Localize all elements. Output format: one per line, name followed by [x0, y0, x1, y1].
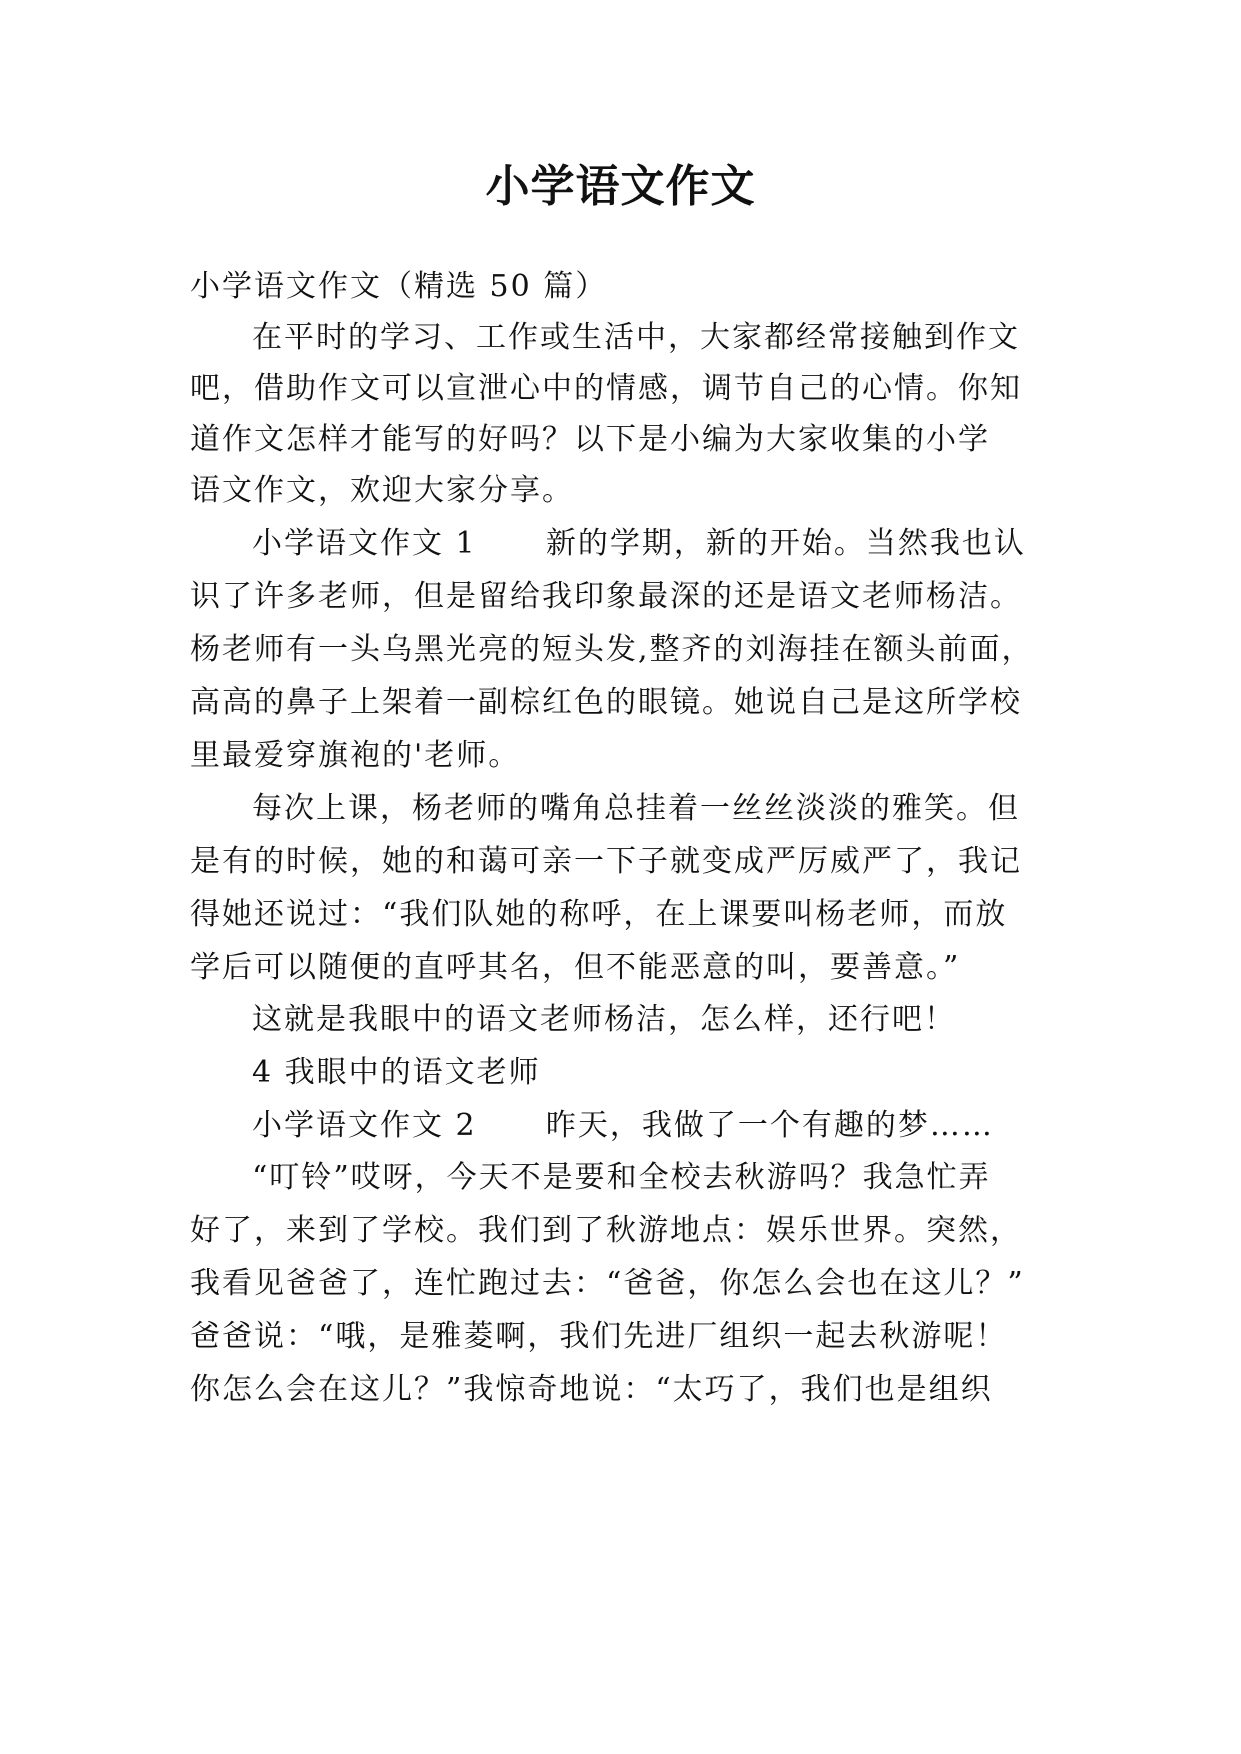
paragraph-line: 识了许多老师，但是留给我印象最深的还是语文老师杨洁。	[190, 579, 1022, 614]
paragraph-line: 这就是我眼中的语文老师杨洁，怎么样，还行吧！	[252, 1002, 956, 1037]
paragraph-line: 高高的鼻子上架着一副棕红色的眼镜。她说自己是这所学校	[190, 685, 1022, 720]
document-title: 小学语文作文	[485, 161, 756, 212]
paragraph-line: 道作文怎样才能写的好吗？以下是小编为大家收集的小学	[190, 422, 990, 457]
paragraph-line: 爸爸说：“哦，是雅菱啊，我们先进厂组织一起去秋游呢！	[190, 1319, 1008, 1354]
paragraph-line: 学后可以随便的直呼其名，但不能恶意的叫，要善意。”	[190, 950, 961, 985]
paragraph-line: 语文作文，欢迎大家分享。	[190, 473, 574, 508]
paragraph-line: 每次上课，杨老师的嘴角总挂着一丝丝淡淡的雅笑。但	[252, 791, 1020, 826]
paragraph-line: 小学语文作文 2 昨天，我做了一个有趣的梦……	[252, 1108, 994, 1143]
paragraph-line: 杨老师有一头乌黑光亮的短头发,整齐的刘海挂在额头前面，	[190, 632, 1034, 667]
paragraph-line: 你怎么会在这儿？”我惊奇地说：“太巧了，我们也是组织	[190, 1372, 993, 1407]
paragraph-line: 在平时的学习、工作或生活中，大家都经常接触到作文	[252, 320, 1020, 355]
paragraph-line: “叮铃”哎呀，今天不是要和全校去秋游吗？我急忙弄	[252, 1160, 991, 1195]
paragraph-line: 是有的时候，她的和蔼可亲一下子就变成严厉威严了，我记	[190, 844, 1022, 879]
paragraph-line: 吧，借助作文可以宣泄心中的情感，调节自己的心情。你知	[190, 371, 1022, 406]
paragraph-line: 里最爱穿旗袍的'老师。	[190, 738, 521, 773]
paragraph-line: 我看见爸爸了，连忙跑过去：“爸爸，你怎么会也在这儿？”	[190, 1266, 1025, 1301]
subtitle-line: 小学语文作文（精选 50 篇）	[190, 269, 608, 304]
paragraph-line: 好了，来到了学校。我们到了秋游地点：娱乐世界。突然，	[190, 1213, 1022, 1248]
paragraph-line: 4 我眼中的语文老师	[252, 1055, 541, 1090]
paragraph-line: 小学语文作文 1 新的学期，新的开始。当然我也认	[252, 526, 1026, 561]
paragraph-line: 得她还说过：“我们队她的称呼，在上课要叫杨老师，而放	[190, 897, 1008, 932]
